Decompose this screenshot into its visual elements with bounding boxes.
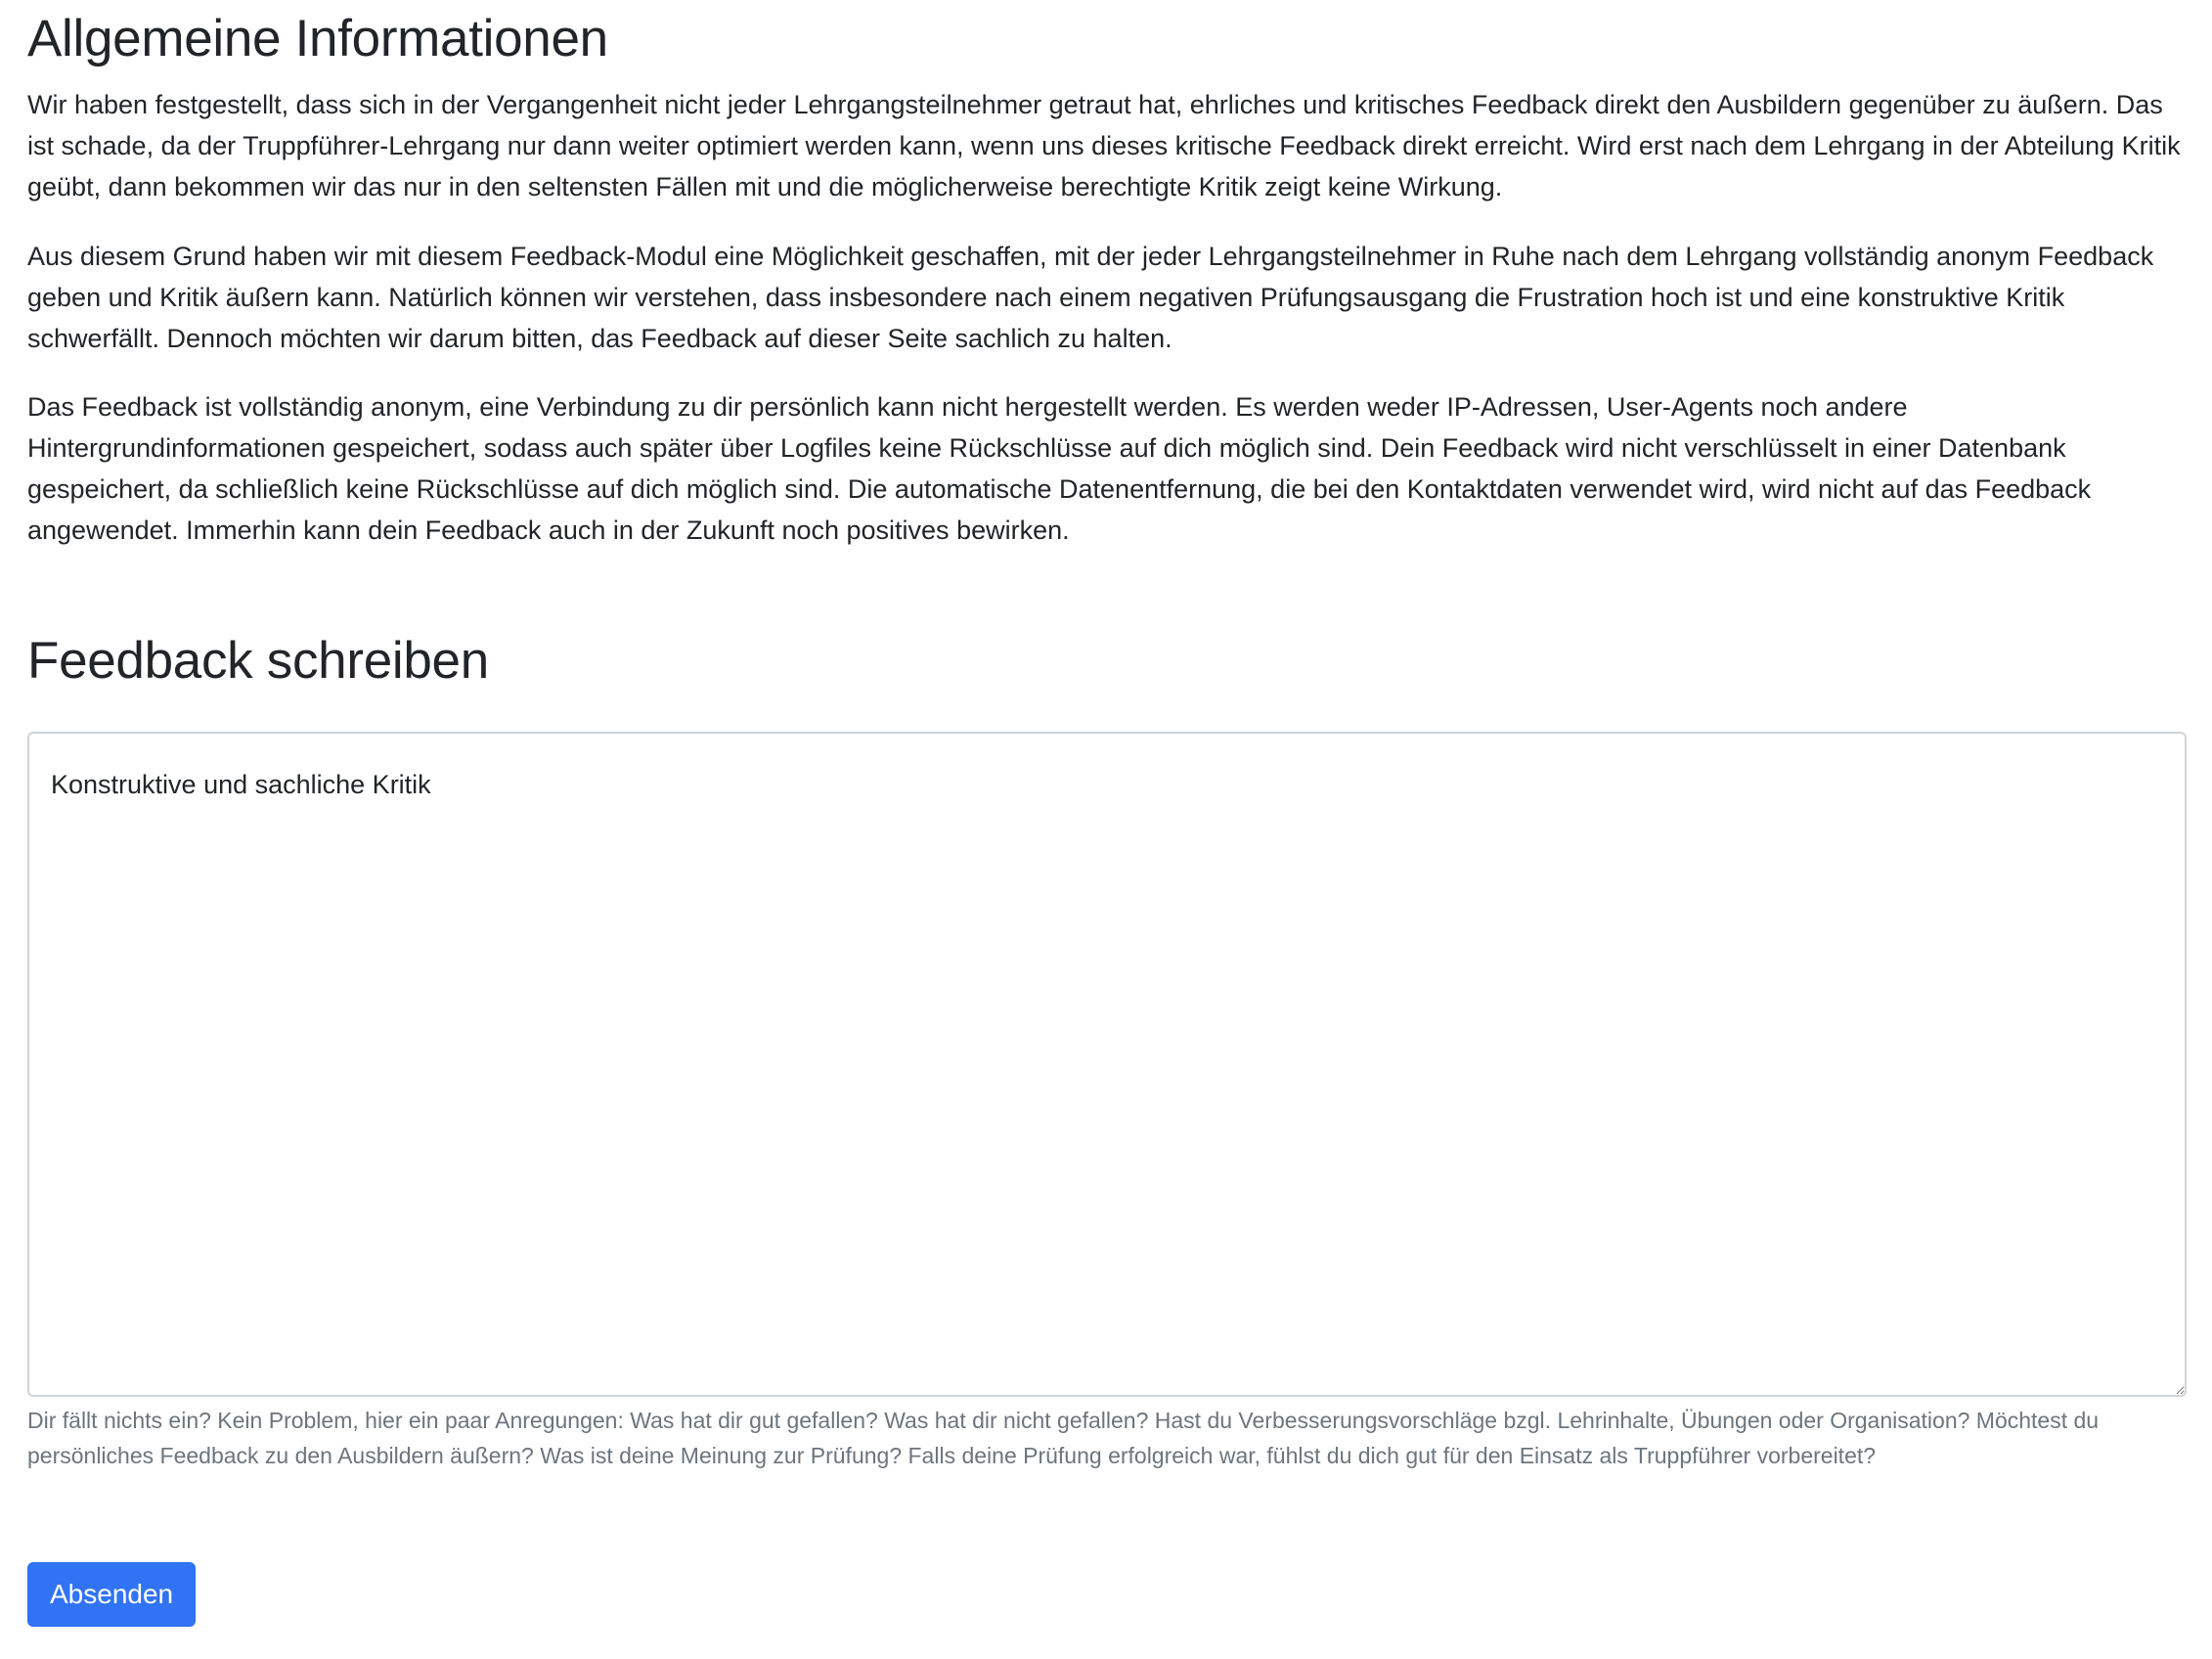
feedback-textarea[interactable]: [27, 732, 2187, 1397]
info-section-title: Allgemeine Informationen: [27, 10, 608, 67]
feedback-textarea-wrapper: [27, 732, 2187, 1397]
info-paragraph-2: Aus diesem Grund haben wir mit diesem Feedback-Modul eine Möglichkeit geschaffen, mit der jeder Lehrgangsteilnehmer in Ruhe nach dem Lehrgang vollständig anonym Feedback geben und Kritik äußern kann. Natürlich können wir verstehen, dass insbesondere nach einem negativen Prüfungsausgang die Frustration hoch ist und eine konstruktive Kritik schwerfällt. Dennoch möchten wir darum bitten, das Feedback auf dieser Seite sachlich zu halten.: [27, 242, 2154, 353]
info-paragraph-1: Wir haben festgestellt, dass sich in der Vergangenheit nicht jeder Lehrgangsteilnehmer getraut hat, ehrliches und kritisches Feedback direkt den Ausbildern gegenüber zu äußern. Das ist schade, da der Truppführer-Lehrgang nur dann weiter optimiert werden kann, wenn uns dieses kritische Feedback direkt erreicht. Wird erst nach dem Lehrgang in der Abteilung Kritik geübt, dann bekommen wir das nur in den seltensten Fällen mit und die möglicherweise berechtigte Kritik zeigt keine Wirkung.: [27, 90, 2181, 202]
feedback-section-title: Feedback schreiben: [27, 632, 489, 690]
info-paragraph-3: Das Feedback ist vollständig anonym, eine Verbindung zu dir persönlich kann nicht hergestellt werden. Es werden weder IP-Adressen, User-Agents noch andere Hintergrundinformationen gespeichert, sodass auch später über Logfiles keine Rückschlüsse auf dich möglich sind. Dein Feedback wird nicht verschlüsselt in einer Datenbank gespeichert, da schließlich keine Rückschlüsse auf dich möglich sind. Die automatische Datenentfernung, die bei den Kontaktdaten verwendet wird, wird nicht auf das Feedback angewendet. Immerhin kann dein Feedback auch in der Zukunft noch positives bewirken.: [27, 392, 2092, 545]
feedback-help-text: Dir fällt nichts ein? Kein Problem, hier ein paar Anregungen: Was hat dir gut gefallen? Was hat dir nicht gefallen? Hast du Verbesserungsvorschläge bzgl. Lehrinhalte, Übungen oder Organisation? Möchtest du persönliches Feedback zu den Ausbildern äußern? Was ist deine Meinung zur Prüfung? Falls deine Prüfung erfolgreich war, fühlst du dich gut für den Einsatz als Truppführer vorbereitet?: [27, 1408, 2100, 1468]
submit-button[interactable]: Absenden: [27, 1562, 196, 1627]
